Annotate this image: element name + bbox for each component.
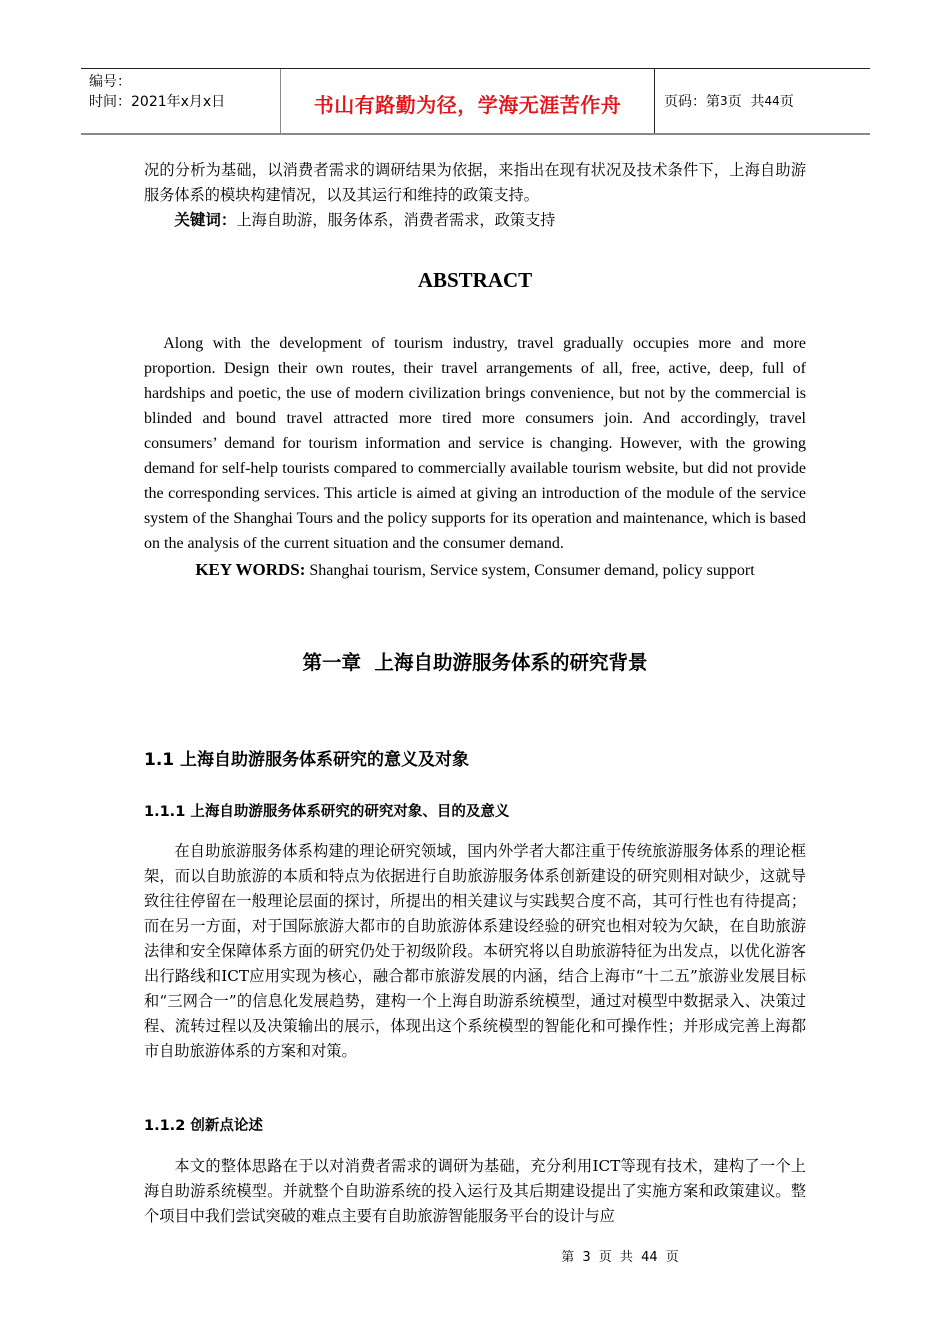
en-keywords: Shanghai tourism, Service system, Consumer demand, policy support xyxy=(305,562,755,579)
chapter-title-wrap xyxy=(144,647,806,675)
en-keywords-line xyxy=(144,557,806,583)
page-label-suffix: 页 xyxy=(779,94,794,110)
serial-number-label: 编号： xyxy=(89,74,131,90)
page-footer xyxy=(0,1246,950,1265)
en-abstract-body-wrap xyxy=(144,331,806,583)
page-total: 44 xyxy=(764,94,780,108)
paragraph-1-1-2: 本文的整体思路在于以对消费者需求的调研为基础，充分利用ICT等现有技术，建构了一个上海自助游系统模型。并就整个自助游系统的投入运行及其后期建设提出了实施方案和政策建议。整个项目中我们尝试突破的难点主要有自助旅游智能服务平台的设计与应 xyxy=(144,1157,806,1225)
section-1-1-1-wrap xyxy=(144,800,806,821)
document-header-table xyxy=(81,68,870,135)
section-1-1-1-body xyxy=(144,839,806,1064)
footer-suffix: 页 xyxy=(665,1250,679,1265)
header-motto-cell xyxy=(281,69,655,133)
cn-abstract-section xyxy=(144,158,806,233)
page-label-prefix: 页码：第 xyxy=(664,94,720,110)
en-abstract-section xyxy=(144,268,806,293)
section-1-1-wrap xyxy=(144,745,806,770)
footer-prefix: 第 xyxy=(561,1250,575,1265)
cn-keywords: 上海自助游，服务体系，消费者需求，政策支持 xyxy=(236,211,556,229)
paragraph-1-1-1: 在自助旅游服务体系构建的理论研究领域，国内外学者大都注重于传统旅游服务体系的理论框架，而以自助旅游的本质和特点为依据进行自助旅游服务体系创新建设的研究则相对缺少，这就导致往往停留在一般理论层面的探讨，所提出的相关建议与实践契合度不高，其可行性也有待提高；而在另一方面，对于国际旅游大都市的自助旅游体系建设经验的研究也相对较为欠缺，在自助旅游法律和安全保障体系方面的研究仍处于初级阶段。本研究将以自助旅游特征为出发点，以优化游客出行路线和ICT应用实现为核心，融合都市旅游发展的内涵，结合上海市“十二五”旅游业发展目标和“三网合一”的信息化发展趋势，建构一个上海自助游系统模型，通过对模型中数据录入、决策过程、流转过程以及决策输出的展示，体现出这个系统模型的智能化和可操作性；并形成完善上海都市自助旅游体系的方案和对策。 xyxy=(144,842,806,1060)
section-heading-1-1-1: 1.1.1 上海自助游服务体系研究的研究对象、目的及意义 xyxy=(144,804,510,820)
cn-keywords-label: 关键词： xyxy=(174,211,237,229)
date-label: 时间：2021年x月x日 xyxy=(89,94,226,110)
abstract-title: ABSTRACT xyxy=(417,268,533,292)
page-label-mid: 页 共 xyxy=(727,94,765,110)
cn-abstract-continuation: 况的分析为基础，以消费者需求的调研结果为依据，来指出在现有状况及技术条件下，上海自助游服务体系的模块构建情况，以及其运行和维持的政策支持。 xyxy=(144,161,806,204)
footer-current-page: 3 xyxy=(582,1250,591,1265)
header-left-cell xyxy=(81,69,281,133)
footer-mid: 页 共 xyxy=(598,1250,633,1265)
footer-total-pages: 44 xyxy=(641,1250,658,1265)
en-keywords-label: KEY WORDS: xyxy=(195,560,306,579)
chapter-title: 第一章 上海自助游服务体系的研究背景 xyxy=(302,651,648,674)
section-heading-1-1: 1.1 上海自助游服务体系研究的意义及对象 xyxy=(144,750,470,770)
header-motto: 书山有路勤为径，学海无涯苦作舟 xyxy=(313,92,622,117)
section-1-1-2-wrap xyxy=(144,1114,806,1135)
header-page-cell xyxy=(655,69,870,133)
section-heading-1-1-2: 1.1.2 创新点论述 xyxy=(144,1118,263,1134)
en-abstract-body: Along with the development of tourism industry, travel gradually occupies more and more proportion. Design their own routes, their travel arrangements of all, free, active, deep, full of hardships and poetic, the use of modern civilization brings convenience, but not by the commercial is blinded and bound travel attracted more tired more consumers join. And accordingly, travel consumers’ demand for tourism information and service is changing. However, with the growing demand for self-help tourists compared to commercially available tourism website, but did not provide the corresponding services. This article is aimed at giving an introduction of the module of the service system of the Shanghai Tours and the policy supports for its operation and maintenance, which is based on the analysis of the current situation and the consumer demand. xyxy=(144,335,806,552)
section-1-1-2-body xyxy=(144,1154,806,1229)
cn-keywords-line xyxy=(144,208,806,233)
page-current: 3 xyxy=(720,94,728,108)
